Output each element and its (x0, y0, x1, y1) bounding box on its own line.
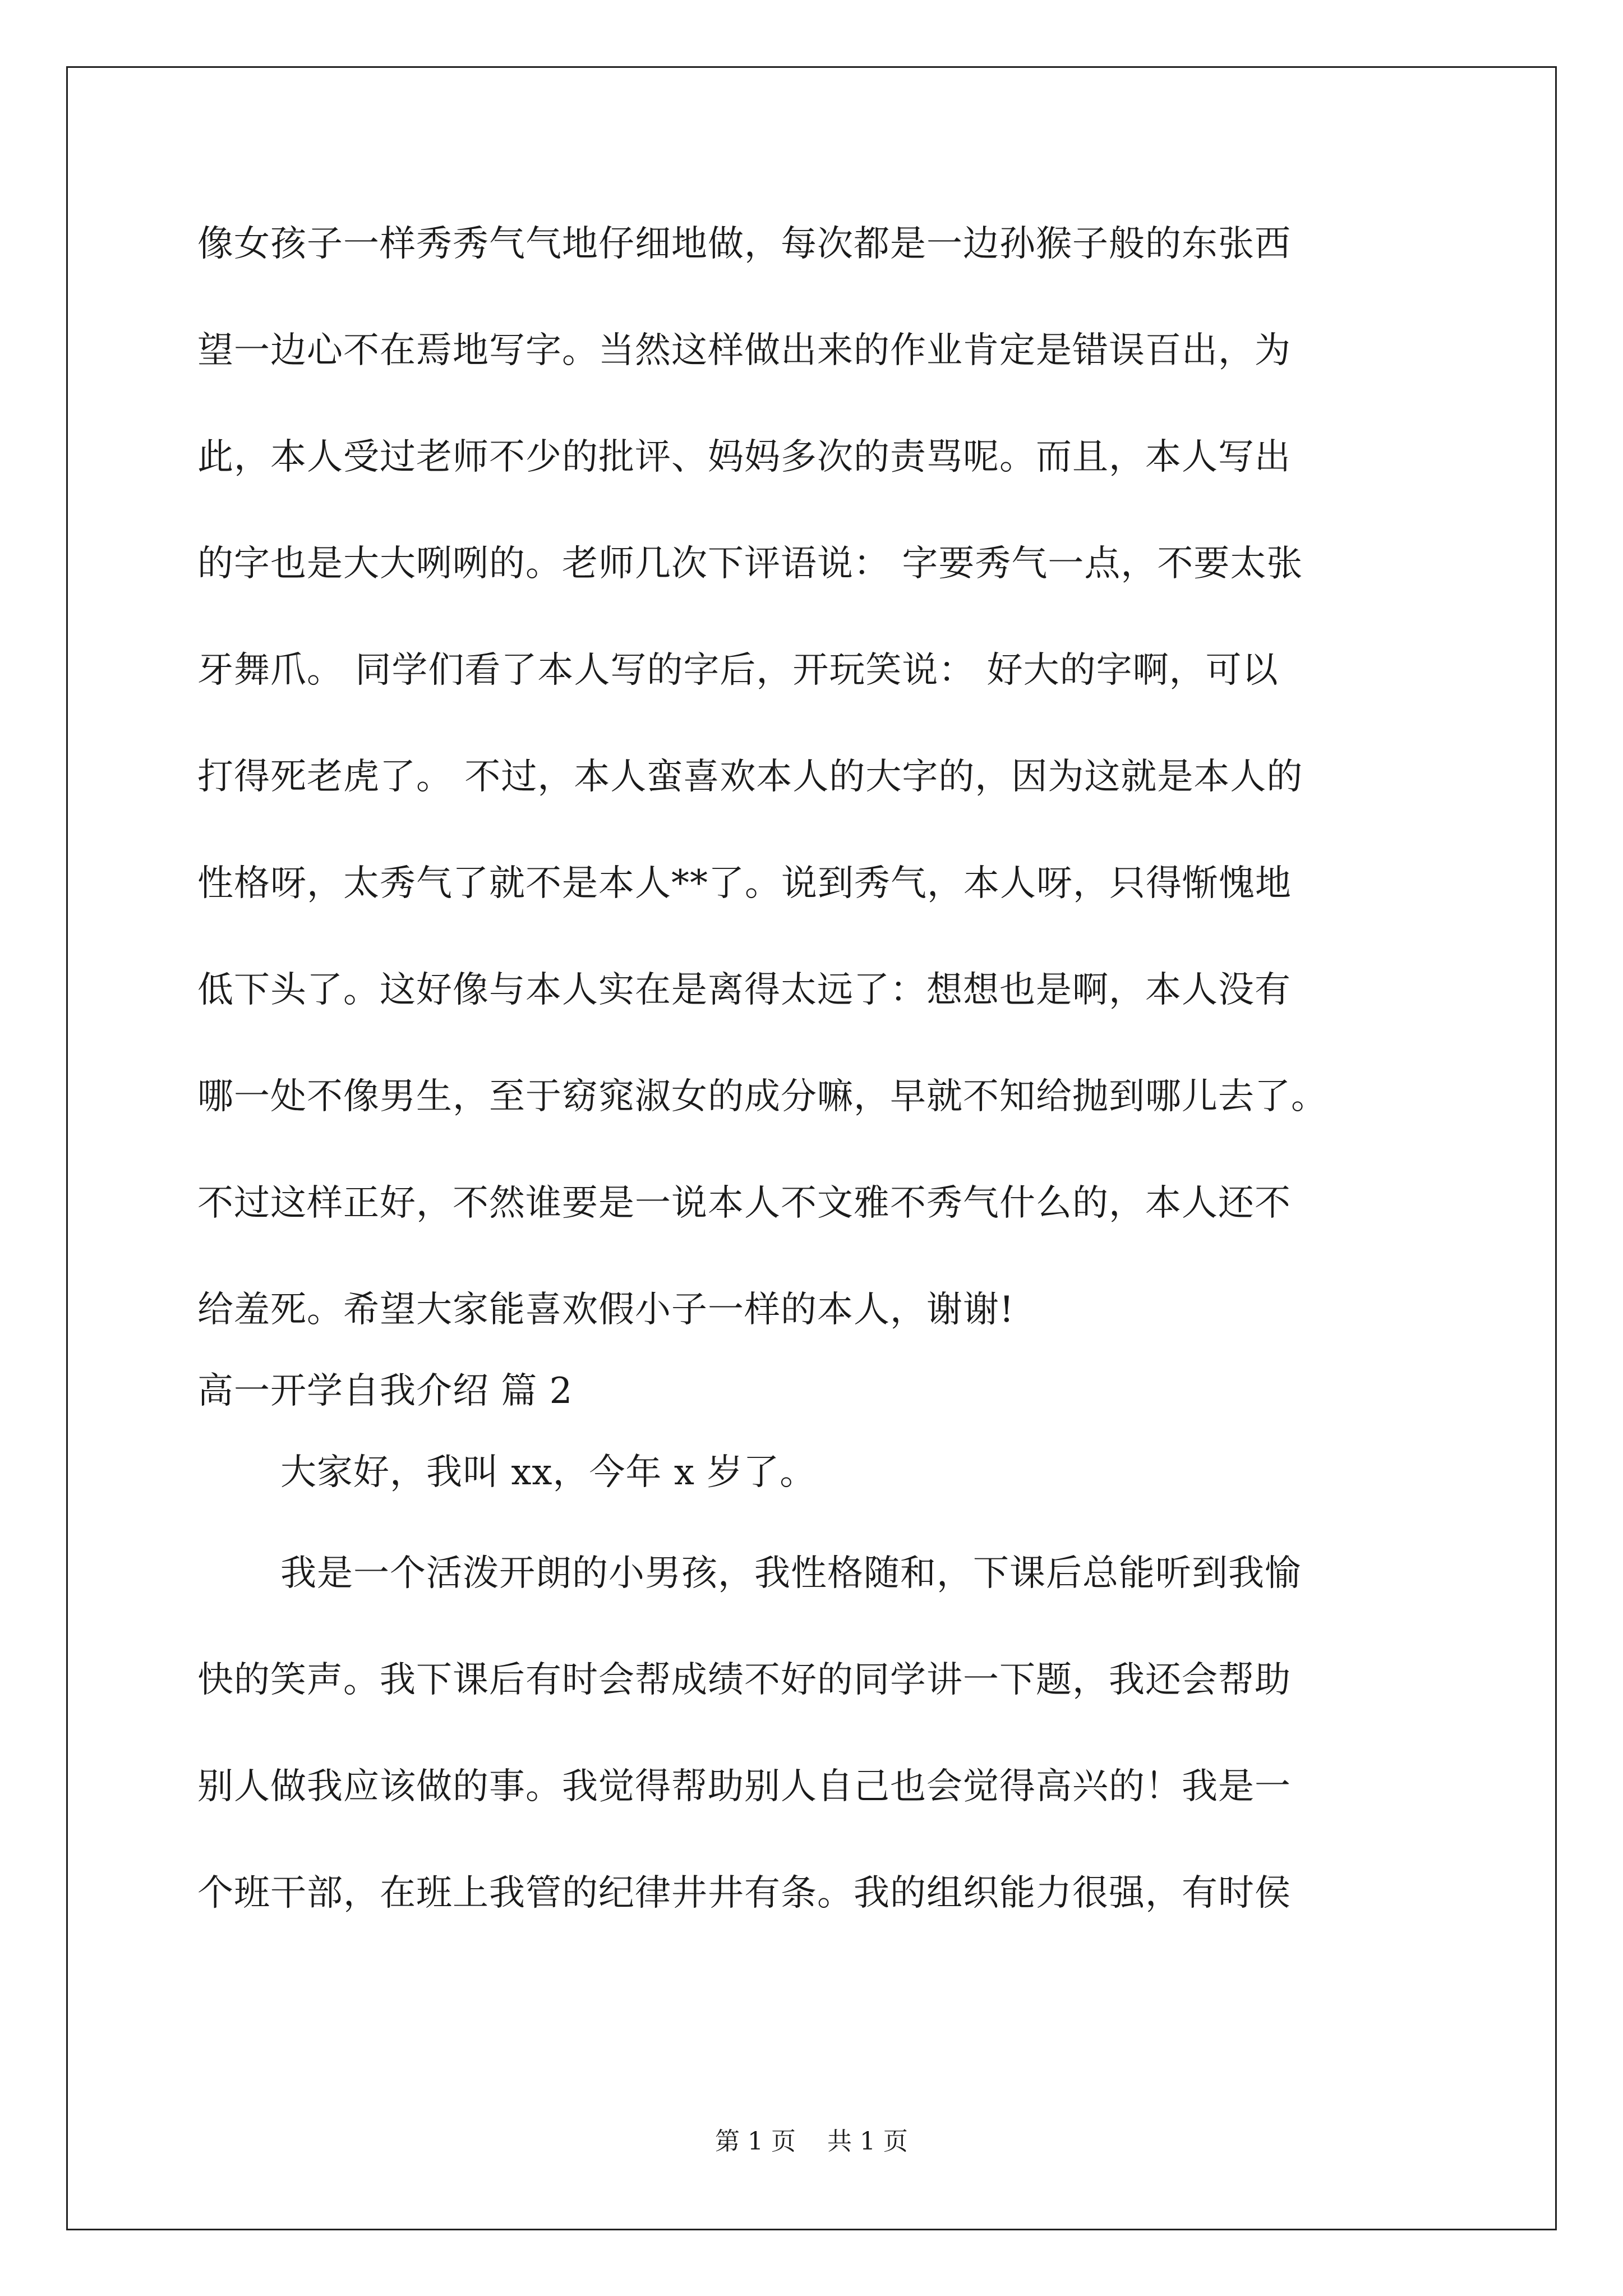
text-line: 打得死老虎了。 不过，本人蛮喜欢本人的大字的，因为这就是本人的 (197, 756, 1303, 798)
text-line: 性格呀，太秀气了就不是本人**了。说到秀气，本人呀，只得惭愧地 (197, 863, 1292, 904)
text-line: 低下头了。这好像与本人实在是离得太远了：想想也是啊，本人没有 (197, 969, 1291, 1011)
text-line: 的字也是大大咧咧的。老师几次下评语说： 字要秀气一点，不要太张 (197, 543, 1303, 585)
text-line: 望一边心不在焉地写字。当然这样做出来的作业肯定是错误百出，为 (197, 330, 1291, 371)
text-line: 牙舞爪。 同学们看了本人写的字后，开玩笑说： 好大的字啊，可以 (197, 650, 1279, 691)
text-line: 个班干部，在班上我管的纪律井井有条。我的组织能力很强，有时侯 (197, 1872, 1291, 1914)
page-footer: 第 1 页 共 1 页 (715, 2127, 908, 2156)
paragraph-intro: 大家好，我叫 xx，今年 x 岁了。 (280, 1452, 817, 1493)
section-heading: 高一开学自我介绍 篇 2 (197, 1370, 573, 1412)
text-line: 快的笑声。我下课后有时会帮成绩不好的同学讲一下题，我还会帮助 (197, 1659, 1291, 1701)
text-line: 给羞死。希望大家能喜欢假小子一样的本人，谢谢! (197, 1289, 1015, 1331)
text-line: 此，本人受过老师不少的批评、妈妈多次的责骂呢。而且，本人写出 (197, 436, 1291, 478)
text-line: 不过这样正好，不然谁要是一说本人不文雅不秀气什么的，本人还不 (197, 1182, 1291, 1224)
text-line: 别人做我应该做的事。我觉得帮助别人自己也会觉得高兴的！我是一 (197, 1766, 1291, 1807)
text-line: 像女孩子一样秀秀气气地仔细地做，每次都是一边孙猴子般的东张西 (197, 223, 1291, 265)
text-line: 我是一个活泼开朗的小男孩，我性格随和，下课后总能听到我愉 (280, 1553, 1301, 1594)
text-line: 哪一处不像男生，至于窈窕淑女的成分嘛，早就不知给抛到哪儿去了。 (197, 1076, 1327, 1117)
